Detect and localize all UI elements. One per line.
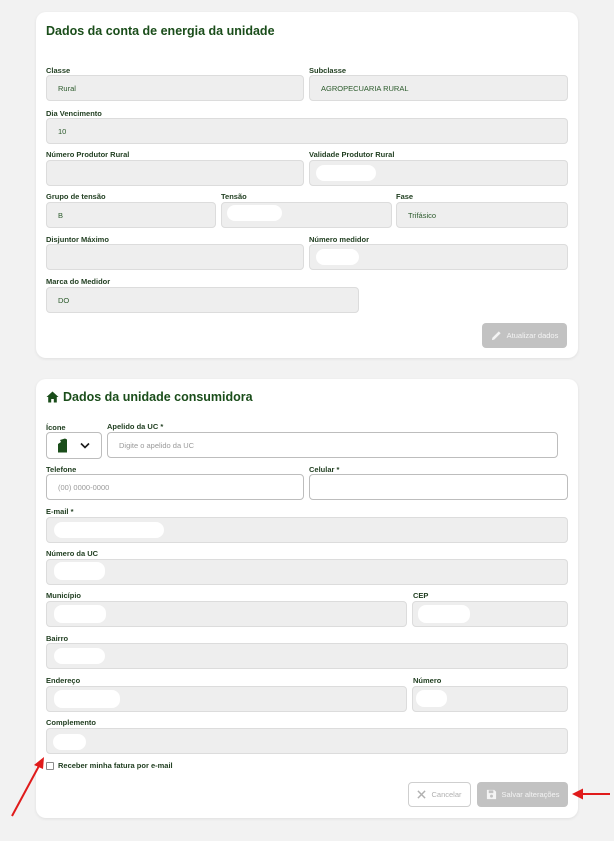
tensao-label: Tensão xyxy=(221,192,247,201)
apelido-placeholder: Digite o apelido da UC xyxy=(119,440,195,450)
dia-vencimento-label: Dia Vencimento xyxy=(46,109,102,118)
redacted-mask xyxy=(54,562,105,580)
redacted-mask xyxy=(54,522,164,538)
numero-label: Número xyxy=(413,676,442,685)
redacted-mask xyxy=(418,605,470,623)
fase-value: Trifásico xyxy=(408,210,437,220)
telefone-placeholder: (00) 0000-0000 xyxy=(58,482,110,492)
save-button[interactable] xyxy=(477,782,568,807)
bairro-field[interactable] xyxy=(46,643,568,669)
numero-produtor-label: Número Produtor Rural xyxy=(46,150,130,159)
validade-produtor-label: Validade Produtor Rural xyxy=(309,150,395,159)
redacted-mask xyxy=(54,690,120,708)
classe-field[interactable] xyxy=(46,75,304,101)
email-label: E-mail * xyxy=(46,507,74,516)
update-data-button[interactable] xyxy=(482,323,567,348)
meter-icon xyxy=(57,438,68,453)
consumer-unit-card xyxy=(36,379,578,818)
pencil-icon xyxy=(491,330,502,341)
grupo-tensao-field[interactable] xyxy=(46,202,216,228)
cancel-label: Cancelar xyxy=(431,790,462,799)
endereco-label: Endereço xyxy=(46,676,81,685)
dia-vencimento-value: 10 xyxy=(58,126,67,136)
disjuntor-label: Disjuntor Máximo xyxy=(46,235,109,244)
energy-account-title: Dados da conta de energia da unidade xyxy=(46,24,275,38)
fase-label: Fase xyxy=(396,192,414,201)
subclasse-value: AGROPECUARIA RURAL xyxy=(321,83,409,93)
redacted-mask xyxy=(316,249,359,265)
fase-field[interactable] xyxy=(396,202,568,228)
apelido-label: Apelido da UC * xyxy=(107,422,164,431)
celular-input[interactable] xyxy=(309,474,568,500)
redacted-mask xyxy=(416,690,447,707)
update-data-label: Atualizar dados xyxy=(506,331,559,340)
consumer-unit-title: Dados da unidade consumidora xyxy=(63,390,253,404)
numero-uc-field[interactable] xyxy=(46,559,568,585)
email-invoice-label: Receber minha fatura por e-mail xyxy=(58,761,173,770)
apelido-input[interactable] xyxy=(107,432,558,458)
redacted-mask xyxy=(54,605,106,623)
subclasse-label: Subclasse xyxy=(309,66,347,75)
chevron-down-icon xyxy=(80,442,90,449)
subclasse-field[interactable] xyxy=(309,75,568,101)
close-icon xyxy=(417,790,426,799)
home-icon xyxy=(46,391,59,403)
marca-medidor-value: DO xyxy=(58,295,70,305)
redacted-mask xyxy=(227,205,282,221)
complemento-field[interactable] xyxy=(46,728,568,754)
numero-produtor-field[interactable] xyxy=(46,160,304,186)
municipio-label: Município xyxy=(46,591,81,600)
marca-medidor-field[interactable] xyxy=(46,287,359,313)
save-label: Salvar alterações xyxy=(501,790,560,799)
dia-vencimento-field[interactable] xyxy=(46,118,568,144)
redacted-mask xyxy=(316,165,376,181)
icon-select[interactable] xyxy=(46,432,102,459)
red-arrow-icon xyxy=(571,787,611,801)
numero-medidor-label: Número medidor xyxy=(309,235,370,244)
numero-uc-label: Número da UC xyxy=(46,549,99,558)
consumer-unit-title-row xyxy=(46,390,253,404)
redacted-mask xyxy=(54,648,105,664)
telefone-label: Telefone xyxy=(46,465,77,474)
bairro-label: Bairro xyxy=(46,634,69,643)
classe-value: Rural xyxy=(58,83,76,93)
telefone-input[interactable] xyxy=(46,474,304,500)
complemento-label: Complemento xyxy=(46,718,97,727)
redacted-mask xyxy=(53,734,86,750)
cep-label: CEP xyxy=(413,591,429,600)
celular-label: Celular * xyxy=(309,465,340,474)
icone-label: Ícone xyxy=(46,423,66,432)
classe-label: Classe xyxy=(46,66,71,75)
cancel-button[interactable] xyxy=(408,782,471,807)
red-arrow-icon xyxy=(8,755,48,821)
save-icon xyxy=(486,789,497,800)
marca-medidor-label: Marca do Medidor xyxy=(46,277,111,286)
disjuntor-field[interactable] xyxy=(46,244,304,270)
energy-account-card xyxy=(36,12,578,358)
grupo-tensao-label: Grupo de tensão xyxy=(46,192,106,201)
grupo-tensao-value: B xyxy=(58,210,64,220)
